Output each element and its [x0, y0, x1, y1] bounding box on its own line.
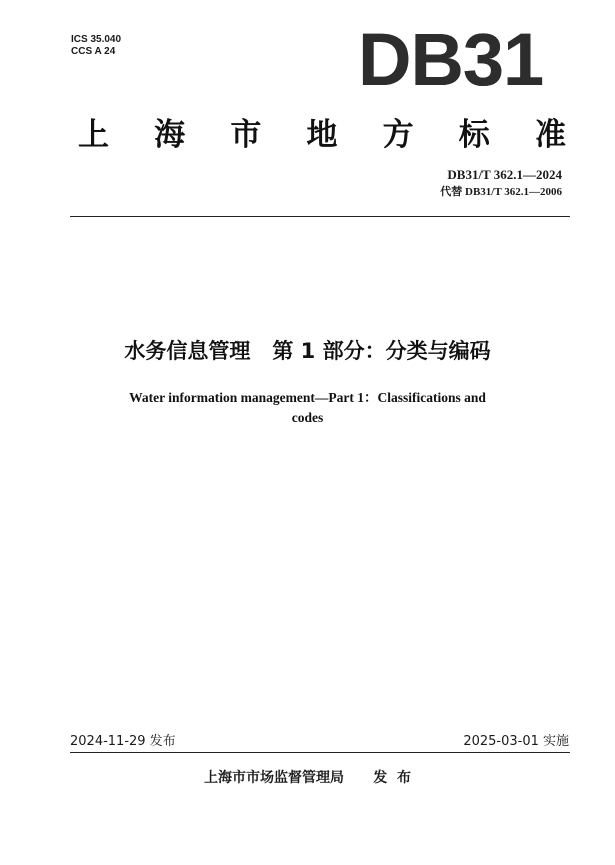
implementation-date: 2025-03-01 实施 — [463, 734, 569, 749]
title-char: 标 — [458, 117, 490, 153]
ics-code: ICS 35.040 — [71, 34, 122, 45]
english-name-line: codes — [291, 410, 324, 425]
classification-codes — [71, 34, 121, 58]
title-char: 方 — [382, 117, 414, 153]
title-char: 海 — [154, 117, 186, 153]
db31-logo: DB31 — [358, 18, 544, 101]
title-char: 地 — [306, 117, 338, 153]
english-standard-name — [100, 388, 515, 428]
standard-number: DB31/T 362.1—2024 — [447, 167, 562, 182]
publisher: 上海市市场监督管理局 发 布 — [204, 770, 411, 786]
bottom-divider — [70, 752, 570, 753]
title-char: 市 — [230, 117, 262, 153]
english-name-line: Water information management—Part 1：Classifications and — [129, 390, 486, 405]
title-char: 上 — [78, 117, 109, 153]
title-char: 准 — [534, 117, 566, 153]
standard-number-block — [440, 166, 562, 200]
document-type-title — [78, 115, 566, 155]
issue-date: 2024-11-29 发布 — [70, 734, 176, 749]
ccs-code: CCS A 24 — [71, 46, 116, 57]
replaces-standard: 代替 DB31/T 362.1—2006 — [440, 186, 562, 198]
chinese-standard-name: 水务信息管理 第 1 部分：分类与编码 — [124, 339, 491, 363]
top-divider — [70, 216, 570, 217]
